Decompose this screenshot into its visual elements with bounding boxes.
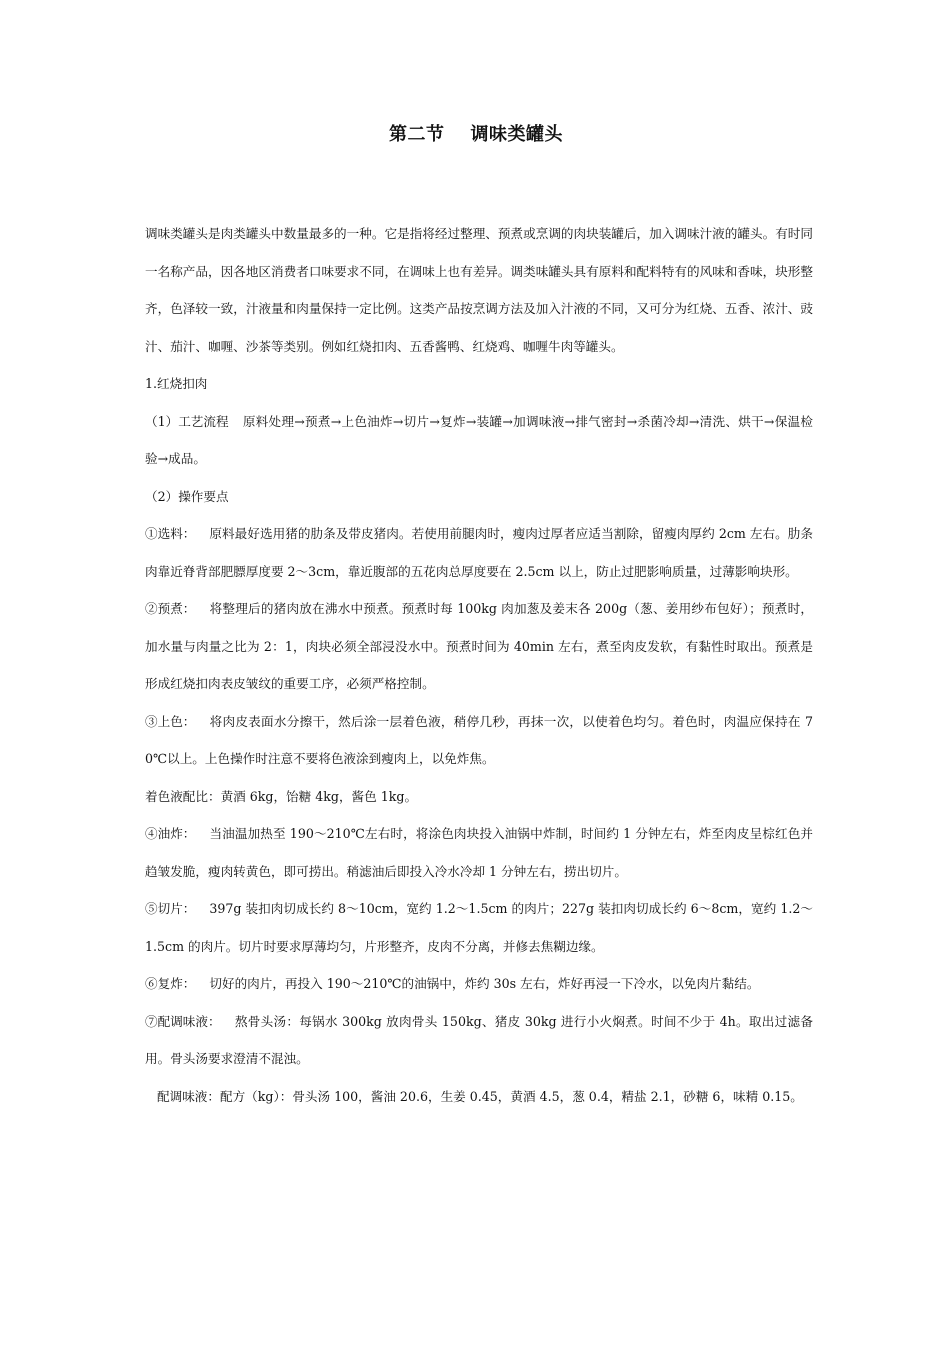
point-text: 当油温加热至 190～210℃左右时，将涂色肉块投入油锅中炸制，时间约 1 分钟左右，炸至肉皮呈棕红色并趋皱发脆，瘦肉转黄色，即可捞出。稍滤油后即投入冷水冷却 1 分钟左右，捞出切片。 [145,826,813,879]
seasoning-formula: 配调味液：配方（kg）：骨头汤 100，酱油 20.6，生姜 0.45，黄酒 4.5，葱 0.4，精盐 2.1，砂糖 6，味精 0.15。 [157,1088,803,1104]
point-refrying [145,965,813,1003]
point-text: 397g 装扣肉切成长约 8～10cm，宽约 1.2～1.5cm 的肉片；227g 装扣肉切成长约 6～8cm，宽约 1.2～1.5cm 的肉片。切片时要求厚薄均匀，片形整齐，皮肉不分离，并修去焦糊边缘。 [145,901,813,954]
operation-points-heading: （2）操作要点 [145,488,229,504]
point-text: 将整理后的猪肉放在沸水中预煮。预煮时每 100kg 肉加葱及姜末各 200g（葱、姜用纱布包好）；预煮时，加水量与肉量之比为 2：1，肉块必须全部浸没水中。预煮时间为 40min 左右，煮至肉皮发软，有黏性时取出。预煮是形成红烧扣肉表皮皱纹的重要工序，必须严格控制。 [145,601,813,691]
section-number: 第二节 [389,124,445,145]
point-label: ③上色： [145,713,196,729]
document-body [145,215,813,1115]
point-label: ⑤切片： [145,901,196,916]
point-slicing [145,890,813,965]
point-label: ⑥复炸： [145,976,196,991]
section-title [0,120,952,146]
point-label: ⑦配调味液： [145,1013,221,1029]
point-text: 将肉皮表面水分擦干，然后涂一层着色液，稍停几秒，再抹一次，以使着色均匀。着色时，肉温应保持在 70℃以上。上色操作时注意不要将色液涂到瘦肉上，以免炸焦。 [145,713,813,766]
point-text: 原料最好选用猪的肋条及带皮猪肉。若使用前腿肉时，瘦肉过厚者应适当割除，留瘦肉厚约 2cm 左右。肋条肉靠近脊背部肥膘厚度要 2～3cm，靠近腹部的五花肉总厚度要在 2.5cm 以上，防止过肥影响质量，过薄影响块形。 [145,526,813,579]
section-heading: 调味类罐头 [470,124,563,145]
point-label: ④油炸： [145,826,196,841]
point-seasoning [145,1003,813,1078]
point-selection [145,515,813,590]
point-label: ①选料： [145,526,196,541]
point-preboil [145,590,813,703]
process-flow-label: （1）工艺流程 [145,413,229,429]
point-coloring [145,703,813,778]
point-text: 熬骨头汤：每锅水 300kg 放肉骨头 150kg、猪皮 30kg 进行小火焖煮。时间不少于 4h。取出过滤备用。骨头汤要求澄清不混浊。 [145,1013,813,1066]
process-flow-text: 原料处理→预煮→上色油炸→切片→复炸→装罐→加调味液→排气密封→杀菌冷却→清洗、烘干→保温检验→成品。 [145,413,813,466]
process-flow-paragraph [145,403,813,478]
point-text: 切好的肉片，再投入 190～210℃的油锅中，炸约 30s 左右，炸好再浸一下冷水，以免肉片黏结。 [209,976,760,991]
point-frying [145,815,813,890]
point-label: ②预煮： [145,601,196,616]
color-liquid-ratio: 着色液配比：黄酒 6kg，饴糖 4kg，酱色 1kg。 [145,788,418,804]
subsection-heading: 1.红烧扣肉 [145,376,208,391]
intro-paragraph: 调味类罐头是肉类罐头中数量最多的一种。它是指将经过整理、预煮或烹调的肉块装罐后，加入调味汁液的罐头。有时同一名称产品，因各地区消费者口味要求不同，在调味上也有差异。调类味罐头具有原料和配料特有的风味和香味，块形整齐，色泽较一致，汁液量和肉量保持一定比例。这类产品按烹调方法及加入汁液的不同，又可分为红烧、五香、浓汁、豉汁、茄汁、咖喱、沙茶等类别。例如红烧扣肉、五香酱鸭、红烧鸡、咖喱牛肉等罐头。 [145,226,813,354]
